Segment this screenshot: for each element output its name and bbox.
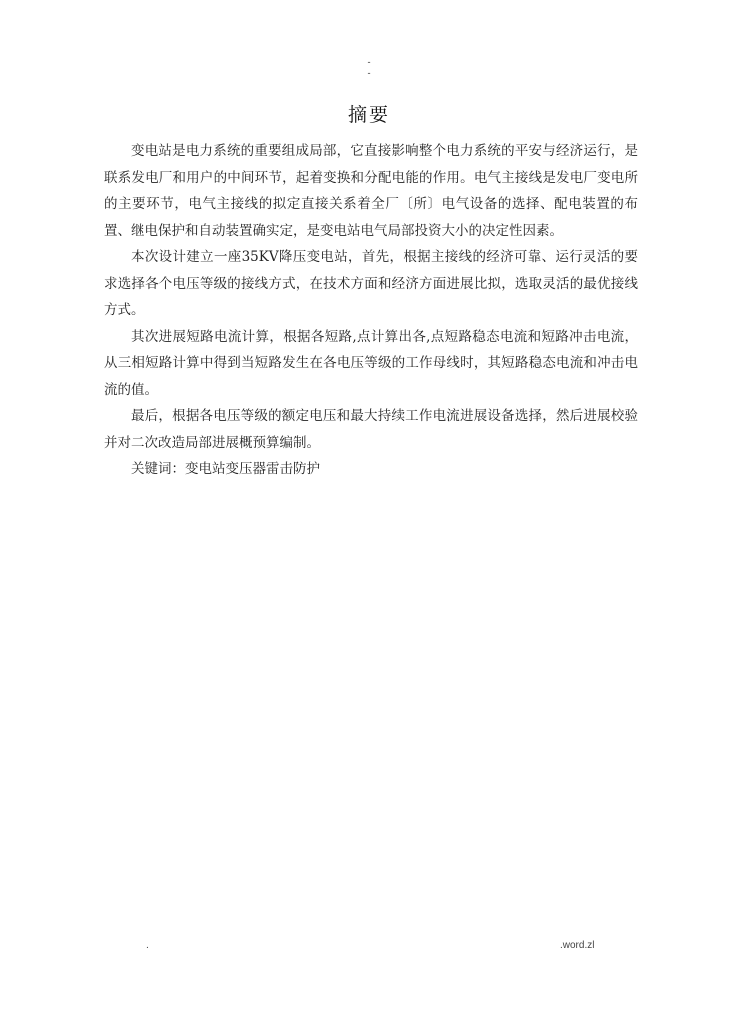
abstract-paragraph-3: 其次进展短路电流计算，根据各短路,点计算出各,点短路稳态电流和短路冲击电流，从三相短路计算中得到当短路发生在各电压等级的工作母线时，其短路稳态电流和冲击电流的值。 (104, 328, 638, 398)
abstract-body (104, 138, 638, 483)
keywords-line: 关键词：变电站变压器雷击防护 (131, 461, 320, 477)
footer-left-mark: . (146, 941, 149, 951)
header-mark-top: - (367, 58, 371, 68)
header-marks (359, 58, 379, 80)
header-mark-bottom: - (367, 69, 371, 79)
page-title: 摘要 (347, 104, 390, 126)
abstract-paragraph-4: 最后，根据各电压等级的额定电压和最大持续工作电流进展设备选择，然后进展校验并对二次改造局部进展概预算编制。 (104, 408, 638, 451)
abstract-paragraph-2: 本次设计建立一座35KV降压变电站，首先，根据主接线的经济可靠、运行灵活的要求选择各个电压等级的接线方式，在技术方面和经济方面进展比拟，选取灵活的最优接线方式。 (104, 249, 638, 318)
abstract-paragraph-1: 变电站是电力系统的重要组成局部，它直接影响整个电力系统的平安与经济运行，是联系发电厂和用户的中间环节，起着变换和分配电能的作用。电气主接线是发电厂变电所的主要环节，电气主接线的拟定直接关系着全厂〔所〕电气设备的选择、配电装置的布置、继电保护和自动装置确实定，是变电站电气局部投资大小的决定性因素。 (104, 143, 638, 239)
footer-watermark: .word.zl (560, 940, 595, 951)
